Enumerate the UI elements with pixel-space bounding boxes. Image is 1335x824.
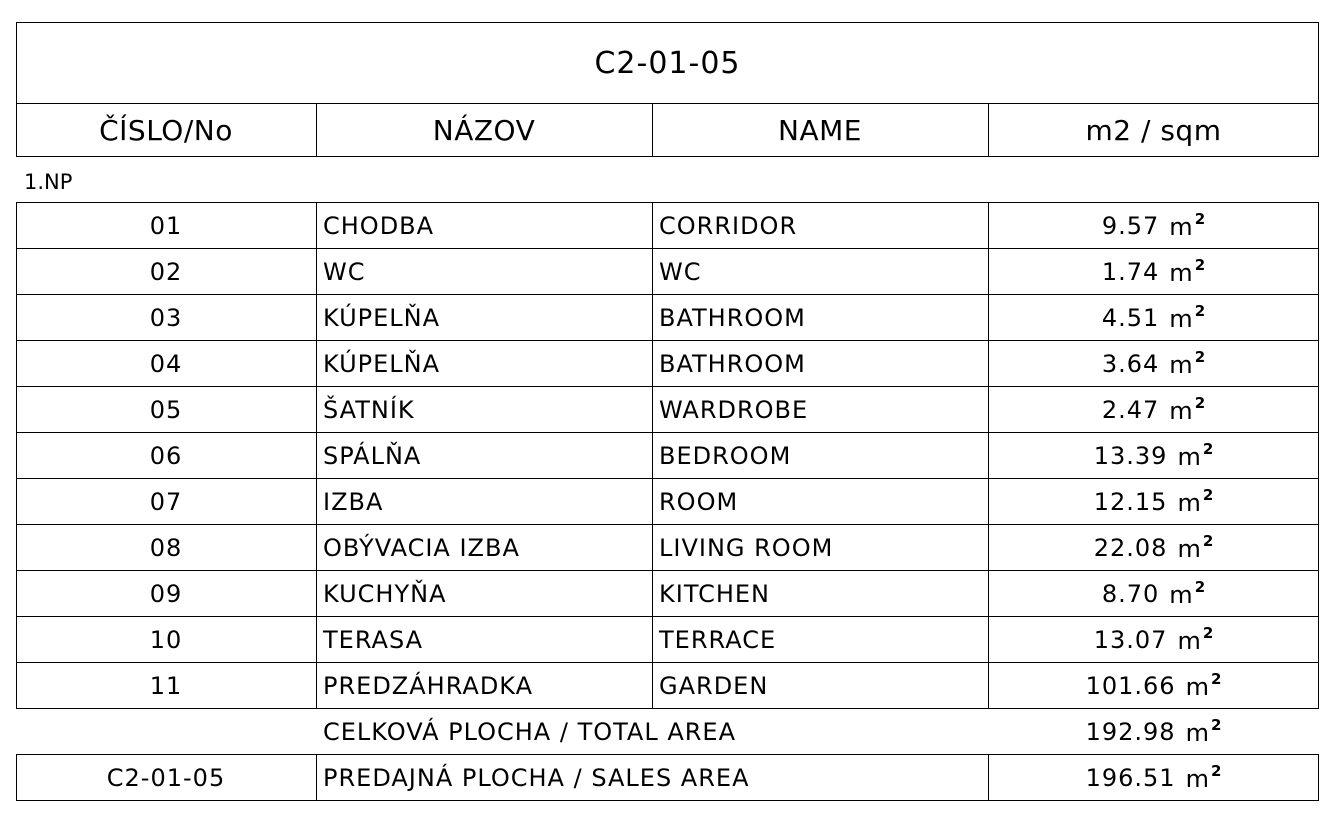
room-name-en: ROOM <box>659 488 739 516</box>
room-number: 01 <box>149 212 183 240</box>
room-number: 06 <box>149 442 183 470</box>
room-area <box>989 341 1319 387</box>
area-unit: $m^2$ <box>1169 209 1207 241</box>
room-area <box>989 295 1319 341</box>
room-name-en: WC <box>659 258 702 286</box>
total-area-value: 192.98 <box>1085 718 1176 746</box>
header-number: ČÍSLO/No <box>99 114 233 147</box>
area-unit: $m^2$ <box>1169 393 1207 425</box>
room-number: 03 <box>149 304 183 332</box>
room-area <box>989 663 1319 709</box>
room-area-value: 13.07 <box>1093 626 1168 654</box>
room-name-sk: ŠATNÍK <box>323 396 415 424</box>
room-area-value: 1.74 <box>1101 258 1160 286</box>
room-name-en: CORRIDOR <box>659 212 798 240</box>
room-number: 11 <box>149 672 183 700</box>
room-name-en: LIVING ROOM <box>659 534 834 562</box>
area-unit: $m^2$ <box>1185 761 1223 793</box>
room-name-en: WARDROBE <box>659 396 809 424</box>
room-name-sk: SPÁLŇA <box>323 442 422 470</box>
room-name-sk: CHODBA <box>323 212 435 240</box>
room-number: 07 <box>149 488 183 516</box>
area-unit: $m^2$ <box>1169 301 1207 333</box>
room-name-sk: OBÝVACIA IZBA <box>323 534 520 562</box>
room-name-en: TERRACE <box>659 626 777 654</box>
area-unit: $m^2$ <box>1177 485 1215 517</box>
area-unit: $m^2$ <box>1177 623 1215 655</box>
room-area <box>989 433 1319 479</box>
room-area-value: 13.39 <box>1093 442 1168 470</box>
area-unit: $m^2$ <box>1169 255 1207 287</box>
total-area <box>989 710 1319 754</box>
room-number: 10 <box>149 626 183 654</box>
area-unit: $m^2$ <box>1169 577 1207 609</box>
room-name-en: BATHROOM <box>659 350 806 378</box>
room-area <box>989 249 1319 295</box>
room-number: 02 <box>149 258 183 286</box>
room-name-sk: KÚPELŇA <box>323 350 441 378</box>
room-area-value: 4.51 <box>1101 304 1160 332</box>
room-number: 09 <box>149 580 183 608</box>
room-area <box>989 387 1319 433</box>
room-name-sk: TERASA <box>323 626 424 654</box>
room-area-value: 3.64 <box>1101 350 1160 378</box>
area-unit: $m^2$ <box>1177 531 1215 563</box>
room-number: 05 <box>149 396 183 424</box>
room-area <box>989 571 1319 617</box>
room-area-value: 9.57 <box>1101 212 1160 240</box>
room-area <box>989 525 1319 571</box>
room-area-value: 8.70 <box>1101 580 1160 608</box>
sales-area-label: PREDAJNÁ PLOCHA / SALES AREA <box>323 764 750 792</box>
room-name-en: BEDROOM <box>659 442 792 470</box>
header-name-en: NAME <box>778 114 862 147</box>
schedule-title: C2-01-05 <box>594 45 741 81</box>
room-name-sk: PREDZÁHRADKA <box>323 672 534 700</box>
room-number: 04 <box>149 350 183 378</box>
room-area-value: 101.66 <box>1085 672 1176 700</box>
room-area <box>989 617 1319 663</box>
room-name-sk: IZBA <box>323 488 384 516</box>
area-unit: $m^2$ <box>1177 439 1215 471</box>
header-name-sk: NÁZOV <box>432 114 536 147</box>
room-name-en: GARDEN <box>659 672 769 700</box>
area-unit: $m^2$ <box>1185 669 1223 701</box>
room-area-value: 22.08 <box>1093 534 1168 562</box>
room-name-sk: WC <box>323 258 366 286</box>
room-name-sk: KÚPELŇA <box>323 304 441 332</box>
room-name-en: BATHROOM <box>659 304 806 332</box>
sales-area-value: 196.51 <box>1085 764 1176 792</box>
header-area: m2 / sqm <box>1085 114 1222 147</box>
room-area-value: 2.47 <box>1101 396 1160 424</box>
room-number: 08 <box>149 534 183 562</box>
room-area-value: 12.15 <box>1093 488 1168 516</box>
total-area-label: CELKOVÁ PLOCHA / TOTAL AREA <box>323 718 737 746</box>
sales-unit-number: C2-01-05 <box>106 764 226 792</box>
area-unit: $m^2$ <box>1185 715 1223 747</box>
area-unit: $m^2$ <box>1169 347 1207 379</box>
room-name-en: KITCHEN <box>659 580 770 608</box>
room-area <box>989 203 1319 249</box>
floor-label: 1.NP <box>24 170 73 194</box>
room-name-sk: KUCHYŇA <box>323 580 447 608</box>
room-area <box>989 479 1319 525</box>
sales-area <box>989 755 1319 801</box>
